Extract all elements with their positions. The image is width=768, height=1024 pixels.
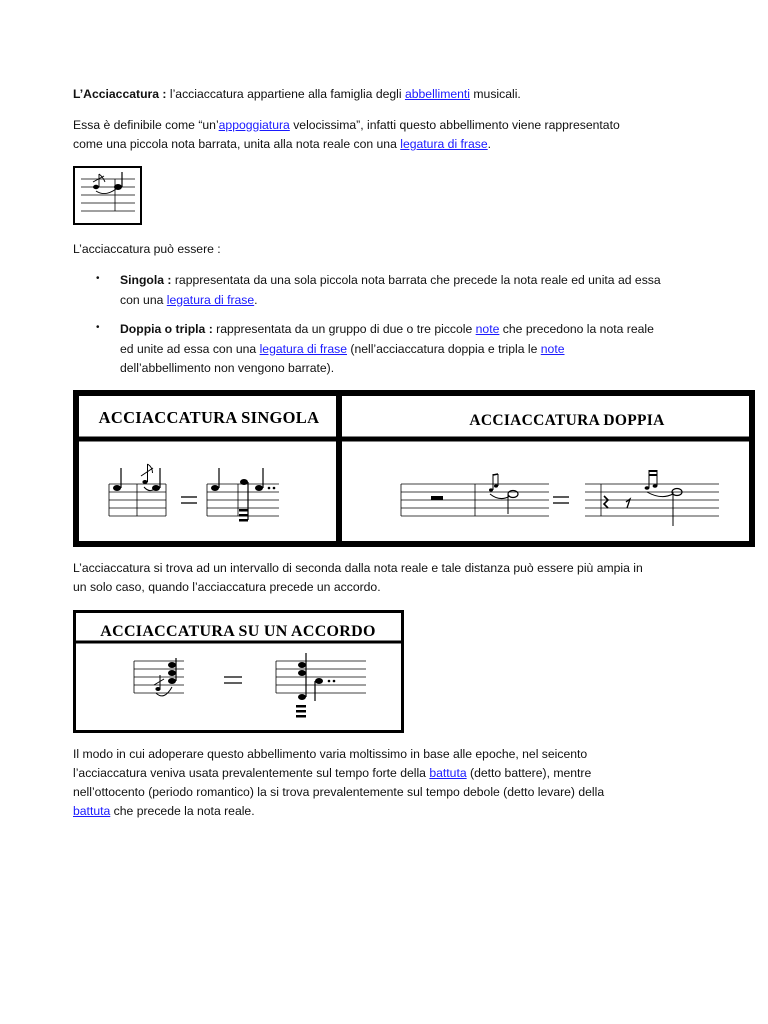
notation-image — [75, 168, 140, 223]
link-battuta[interactable]: battuta — [429, 766, 467, 780]
intro-text-end: musicali. — [470, 87, 521, 101]
title-acciaccatura-accordo: ACCIACCATURA SU UN ACCORDO — [100, 623, 376, 640]
interval-paragraph — [73, 559, 713, 597]
link-legatura-di-frase-3[interactable]: legatura di frase — [259, 341, 347, 356]
intro-paragraph — [73, 85, 713, 104]
bullet-doppia-line-3: dell’abbellimento non vengono barrate). — [120, 361, 335, 375]
term-acciaccatura: L’Acciaccatura : — [73, 87, 167, 101]
link-appoggiatura[interactable]: appoggiatura — [218, 118, 290, 132]
acciaccatura-accordo-figure — [73, 610, 404, 733]
term-doppia-tripla: Doppia o tripla : — [120, 322, 213, 336]
link-legatura-di-frase-2[interactable]: legatura di frase — [166, 292, 255, 307]
title-acciaccatura-singola: ACCIACCATURA SINGOLA — [98, 408, 320, 427]
bullet-doppia-tripla: Doppia o tripla : rappresentata da un gruppo di due o tre piccole note che precedono la nota reale ed unite ad essa con una legatura di frase (nell’acciaccatura doppia e tripla le note dell’abbellimento non vengono barrate). — [120, 320, 710, 379]
definition-paragraph — [73, 116, 713, 154]
intro-text: l’acciaccatura appartiene alla famiglia degli — [166, 87, 405, 101]
bullet-singola: Singola : rappresentata da una sola piccola nota barrata che precede la nota reale ed unita ad essa con una legatura di frase. — [120, 273, 661, 307]
usage-line-3: nell’ottocento (periodo romantico) la si trova prevalentemente sul tempo debole (detto levare) della — [73, 785, 605, 799]
bullet-marker-1: • — [96, 273, 100, 284]
usage-paragraph — [73, 745, 713, 821]
acciaccatura-singola-doppia-figure — [73, 390, 755, 547]
bullet-marker-2: • — [96, 322, 100, 333]
link-note[interactable]: note — [475, 322, 500, 336]
interval-line-1: L’acciaccatura si trova ad un intervallo di seconda dalla nota reale e tale distanza può essere più ampia in — [73, 561, 643, 575]
link-note-2[interactable]: note — [540, 341, 565, 356]
usage-line-1: Il modo in cui adoperare questo abbellimento varia moltissimo in base alle epoche, nel seicento — [73, 747, 588, 761]
notation-table-image — [79, 396, 749, 541]
interval-line-2: un solo caso, quando l’acciaccatura precede un accordo. — [73, 580, 381, 594]
definition-line-2: come una piccola nota barrata, unita alla nota reale con una legatura di frase. — [73, 137, 492, 151]
term-singola: Singola : — [120, 273, 172, 287]
acciaccatura-example-figure — [73, 166, 142, 225]
link-abbellimenti[interactable]: abbellimenti — [404, 87, 470, 101]
usage-line-2: l’acciaccatura veniva usata prevalentemente sul tempo forte della battuta (detto battere), mentre — [73, 766, 592, 780]
usage-line-4: battuta che precede la nota reale. — [73, 804, 255, 818]
types-intro: L’acciaccatura può essere : — [73, 242, 221, 256]
link-battuta-2[interactable]: battuta — [73, 804, 111, 818]
title-acciaccatura-doppia: ACCIACCATURA DOPPIA — [469, 412, 665, 429]
notation-chord-image — [76, 613, 401, 730]
definition-line-1: Essa è definibile come “un’appoggiatura velocissima”, infatti questo abbellimento viene rappresentato — [73, 118, 620, 132]
link-legatura-di-frase[interactable]: legatura di frase — [400, 137, 488, 151]
